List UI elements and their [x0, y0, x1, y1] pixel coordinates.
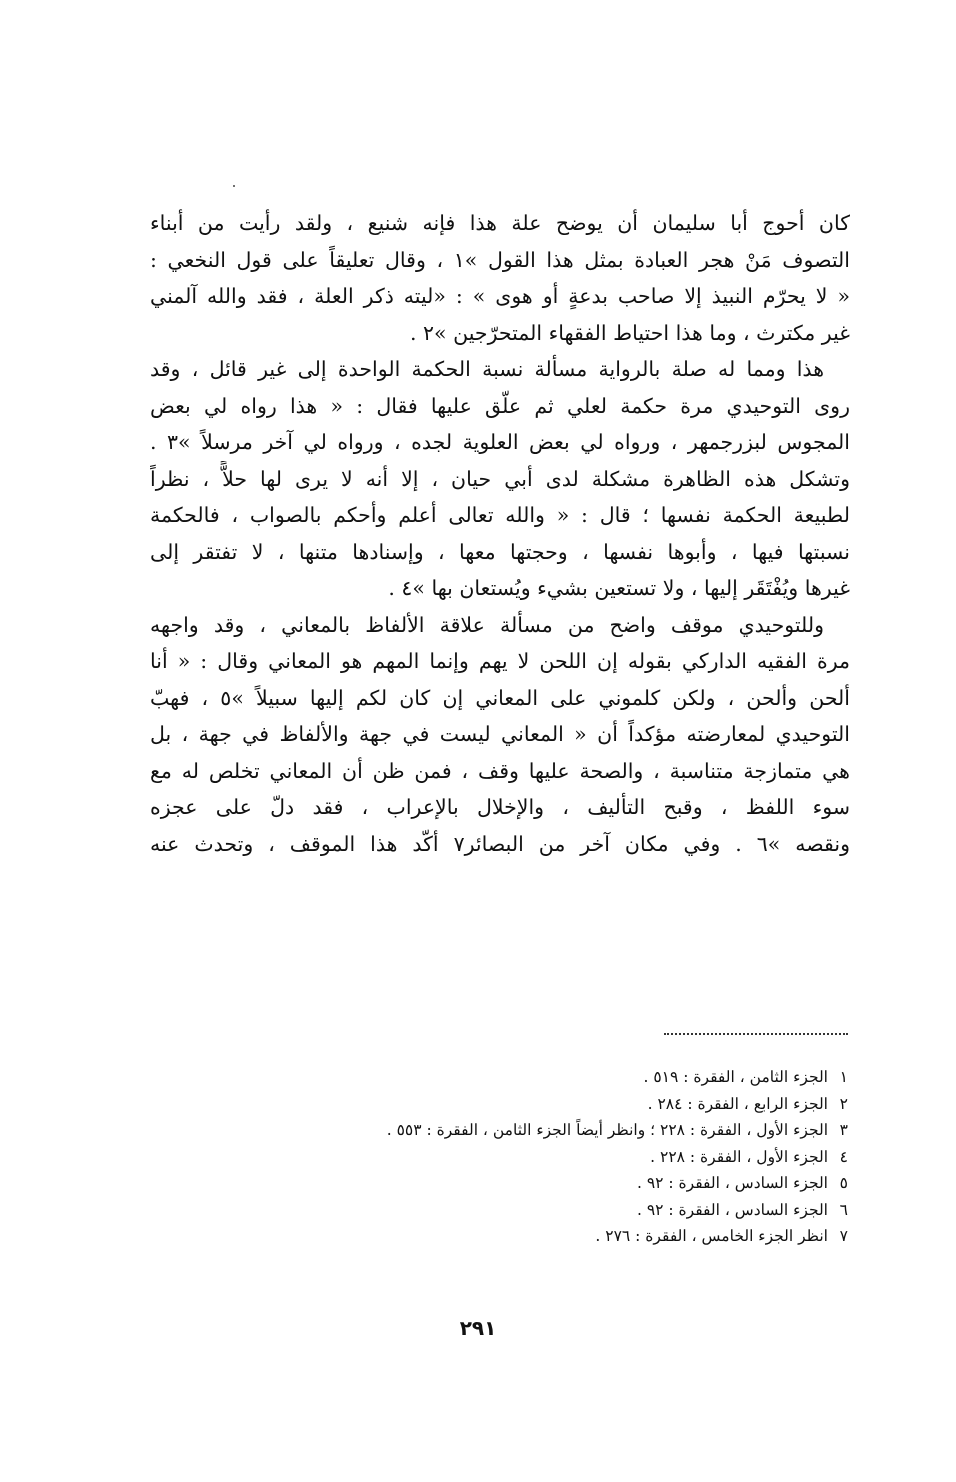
footnote-item	[387, 1064, 848, 1091]
text-line: التصوف مَنْ هجر العبادة بمثل هذا القول »١ ، وقال تعليقاً على قول النخعي :	[150, 247, 850, 272]
main-text	[150, 205, 850, 862]
text-line: غير مكترث ، وما هذا احتياط الفقهاء المتحرّجين »٢ .	[409, 320, 850, 345]
text-line: نسبتها فيها ، وأبوها نفسها ، وحجتها معها ، وإسنادها متنها ، لا تفتقر إلى	[150, 539, 850, 564]
footnote-text: الجزء الثامن ، الفقرة : ٥١٩ .	[643, 1068, 828, 1086]
text-line: ونقصه »٦ . وفي مكان آخر من البصائر٧ أكّد هذا الموقف ، وتحدث عنه	[150, 831, 850, 856]
footnote-number: ٣	[839, 1121, 848, 1139]
footnote-text: الجزء الأول ، الفقرة : ٢٢٨ .	[650, 1147, 828, 1166]
footnote-text: انظر الجزء الخامس ، الفقرة : ٢٧٦ .	[595, 1227, 828, 1245]
text-line: وتشكل هذه الظاهرة مشكلة لدى أبي حيان ، إلا أنه لا يرى لها حلاًّ ، نظراً	[150, 466, 850, 491]
text-line: التوحيدي لمعارضته مؤكداً أن « المعاني ليست في جهة والألفاظ في جهة ، بل	[150, 722, 850, 746]
text-line: هي متمازجة متناسبة ، والصحة عليها وقف ، فمن ظن أن المعاني تخلص له مع	[150, 758, 850, 783]
footnote-text: الجزء الأول ، الفقرة : ٢٢٨ ؛ وانظر أيضاً الجزء الثامن ، الفقرة : ٥٥٣ .	[386, 1121, 828, 1139]
footnote-item	[387, 1197, 848, 1224]
footnote-item	[387, 1144, 848, 1171]
text-line: المجوس لبزرجمهر ، ورواه لي بعض العلوية لجده ، ورواه لي آخر مرسلاً »٣ .	[150, 430, 850, 454]
text-line: روى التوحيدي مرة حكمة لعلي ثم علّق عليها فقال : « هذا رواه لي بعض	[150, 393, 850, 418]
footnote-number: ١	[839, 1068, 848, 1086]
footnote-number: ٢	[839, 1094, 848, 1113]
footnote-text: الجزء الرابع ، الفقرة : ٢٨٤ .	[647, 1094, 828, 1113]
footnote-item	[387, 1223, 848, 1250]
scan-speck	[233, 185, 235, 187]
text-line: لطبيعة الحكمة نفسها ؛ قال : « والله تعالى أعلم وأحكم بالصواب ، فالحكمة	[150, 503, 850, 527]
footnote-number: ٧	[839, 1227, 848, 1245]
footnotes	[387, 1064, 848, 1250]
footnote-text: الجزء السادس ، الفقرة : ٩٢ .	[636, 1200, 828, 1219]
footnote-divider	[664, 1033, 848, 1035]
text-line: سوء اللفظ ، وقبح التأليف ، والإخلال بالإعراب ، فقد دلّ على عجزه	[150, 795, 850, 819]
footnote-number: ٤	[839, 1147, 848, 1166]
text-line: غيرها ويُفْتَقَر إليها ، ولا تستعين بشيء ويُستعان بها »٤ .	[388, 576, 850, 600]
text-line: هذا ومما له صلة بالرواية مسألة نسبة الحكمة الواحدة إلى غير قائل ، وقد	[150, 357, 824, 381]
text-line: « لا يحرّم النبيذ إلا صاحب بدعةٍ أو هوى » : «ليته ذكر العلة ، فقد والله آلمني	[150, 284, 850, 308]
page-number: ٢٩١	[459, 1316, 497, 1340]
footnote-number: ٥	[839, 1174, 848, 1192]
text-line: مرة الفقيه الداركي بقوله إن اللحن لا يهم وإنما المهم هو المعاني وقال : « أنا	[150, 649, 850, 673]
footnote-item	[387, 1091, 848, 1118]
text-line: كان أحوج أبا سليمان أن يوضح علة هذا فإنه شنيع ، ولقد رأيت من أبناء	[150, 211, 850, 235]
footnote-text: الجزء السادس ، الفقرة : ٩٢ .	[636, 1174, 828, 1192]
footnote-number: ٦	[839, 1200, 848, 1219]
footnote-item	[387, 1117, 848, 1144]
footnote-item	[387, 1170, 848, 1197]
text-line: ألحن وألحن ، ولكن كلموني على المعاني إن كان لكم إليها سبيلاً »٥ ، فهبّ	[150, 685, 850, 710]
text-line: وللتوحيدي موقف واضح من مسألة علاقة الألفاظ بالمعاني ، وقد واجهه	[150, 612, 824, 637]
